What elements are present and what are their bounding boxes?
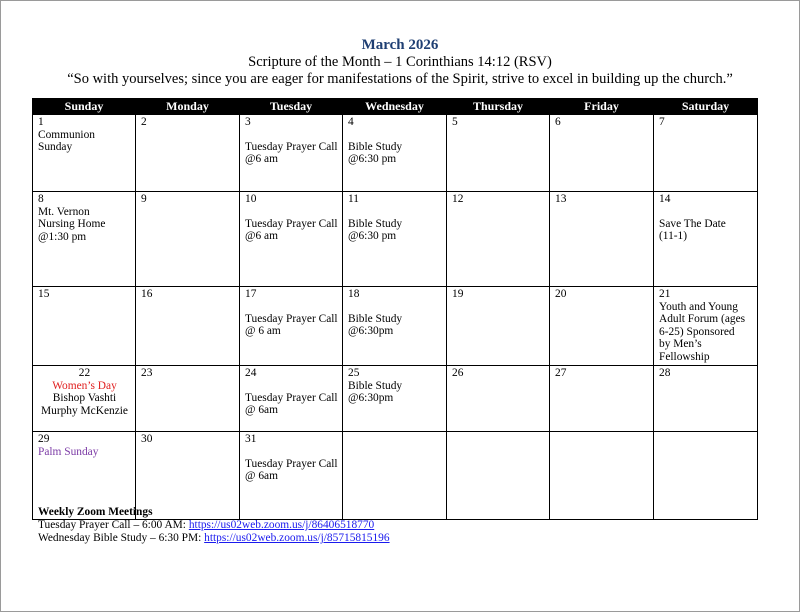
scripture-quote: “So with yourselves; since you are eager for manifestations of the Spirit, strive to excel in building up the church.”: [67, 71, 733, 87]
day-cell-6: [550, 115, 654, 192]
zoom-meetings-section: [38, 506, 390, 545]
day-cell-12: [447, 192, 550, 287]
spacer: [348, 301, 442, 313]
day-number: 22: [78, 367, 91, 379]
day-cell-13: [550, 192, 654, 287]
spacer: [245, 206, 338, 218]
weekday-header-row: [33, 99, 758, 115]
day-number: 19: [452, 288, 464, 300]
day-number: 1: [38, 116, 44, 128]
event-text: Bible Study: [348, 379, 403, 392]
event-text: Tuesday Prayer Call: [245, 312, 338, 325]
spacer: [348, 129, 442, 141]
event-text: Fellowship: [659, 350, 710, 363]
day-cell-15: [33, 287, 136, 366]
event-text: Bible Study: [348, 312, 403, 325]
day-cell-3: [240, 115, 343, 192]
day-cell-9: [136, 192, 240, 287]
week-row: [33, 115, 758, 192]
day-number: 30: [141, 433, 153, 445]
day-cell-26: [447, 366, 550, 432]
day-number: 10: [245, 193, 257, 205]
tuesday-zoom-label: Tuesday Prayer Call – 6:00 AM:: [38, 519, 189, 531]
day-number: 14: [659, 193, 671, 205]
event-text: 6-25) Sponsored: [659, 325, 735, 338]
event-text: Adult Forum (ages: [659, 313, 746, 325]
empty-day-cell: [447, 432, 550, 520]
event-text: Tuesday Prayer Call: [245, 457, 338, 470]
day-number: 13: [555, 193, 567, 205]
wednesday-zoom-line: [38, 532, 390, 545]
spacer: [348, 206, 442, 218]
event-text: Sunday: [38, 141, 73, 153]
event-text: Communion: [38, 128, 95, 141]
spacer: [245, 129, 338, 141]
zoom-meetings-title: Weekly Zoom Meetings: [38, 506, 153, 518]
day-cell-14: [654, 192, 758, 287]
day-number: 20: [555, 288, 567, 300]
event-text: Nursing Home: [38, 218, 106, 230]
event-text: @6:30pm: [348, 325, 394, 337]
day-number: 29: [38, 433, 50, 445]
event-text: Bible Study: [348, 140, 403, 153]
day-cell-16: [136, 287, 240, 366]
event-text: Youth and Young: [659, 300, 738, 313]
event-text: Murphy McKenzie: [41, 404, 128, 417]
weekday-sunday: Sunday: [33, 99, 136, 115]
event-text: @6:30 pm: [348, 230, 397, 242]
day-cell-23: [136, 366, 240, 432]
event-highlight-text: Women’s Day: [52, 379, 117, 392]
day-cell-7: [654, 115, 758, 192]
day-number: 5: [452, 116, 458, 128]
day-cell-21: [654, 287, 758, 366]
day-cell-2: [136, 115, 240, 192]
day-number: 4: [348, 116, 354, 128]
day-number: 25: [348, 367, 360, 379]
day-number: 15: [38, 288, 50, 300]
day-cell-1: [33, 115, 136, 192]
event-text: (11-1): [659, 230, 688, 242]
day-number: 31: [245, 433, 257, 445]
month-title: March 2026: [361, 37, 439, 53]
day-number: 9: [141, 193, 147, 205]
event-text: @ 6am: [245, 404, 278, 416]
empty-day-cell: [550, 432, 654, 520]
day-number: 23: [141, 367, 153, 379]
day-number: 12: [452, 193, 464, 205]
day-number: 8: [38, 193, 44, 205]
event-text: @6:30 pm: [348, 153, 397, 165]
day-cell-19: [447, 287, 550, 366]
wednesday-zoom-link[interactable]: https://us02web.zoom.us/j/85715815196: [204, 532, 390, 544]
calendar-body: [33, 115, 758, 520]
day-number: 24: [245, 367, 257, 379]
day-cell-27: [550, 366, 654, 432]
day-number: 3: [245, 116, 251, 128]
event-text: @1:30 pm: [38, 230, 87, 243]
day-cell-20: [550, 287, 654, 366]
day-number: 21: [659, 288, 671, 300]
spacer: [245, 301, 338, 313]
event-text: Mt. Vernon: [38, 205, 90, 218]
event-text: Tuesday Prayer Call: [245, 391, 338, 404]
day-number: 18: [348, 288, 360, 300]
day-cell-24: [240, 366, 343, 432]
event-text: Bible Study: [348, 217, 403, 230]
week-row: [33, 192, 758, 287]
day-cell-5: [447, 115, 550, 192]
event-text: @ 6 am: [245, 325, 281, 337]
day-cell-17: [240, 287, 343, 366]
spacer: [245, 446, 338, 458]
scripture-of-month: Scripture of the Month – 1 Corinthians 14:12 (RSV): [248, 54, 552, 70]
tuesday-zoom-line: [38, 519, 390, 532]
tuesday-zoom-link[interactable]: https://us02web.zoom.us/j/86406518770: [188, 519, 375, 531]
event-text: Bishop Vashti: [52, 392, 117, 404]
event-highlight-text: Palm Sunday: [38, 445, 99, 458]
day-number: 11: [348, 193, 359, 205]
event-text: Save The Date: [659, 217, 726, 230]
spacer: [245, 380, 338, 392]
calendar-grid: [32, 98, 758, 520]
weekday-monday: Monday: [136, 99, 240, 115]
day-number: 27: [555, 367, 567, 379]
weekday-wednesday: Wednesday: [343, 99, 447, 115]
weekday-saturday: Saturday: [654, 99, 758, 115]
day-number: 16: [141, 288, 153, 300]
day-number: 17: [245, 288, 257, 300]
day-cell-11: [343, 192, 447, 287]
event-text: @ 6am: [245, 470, 278, 482]
day-cell-10: [240, 192, 343, 287]
weekday-friday: Friday: [550, 99, 654, 115]
spacer: [659, 206, 753, 218]
day-cell-18: [343, 287, 447, 366]
weekday-tuesday: Tuesday: [240, 99, 343, 115]
event-text: @6 am: [245, 153, 278, 165]
week-row: [33, 287, 758, 366]
day-number: 7: [659, 116, 665, 128]
event-text: @6 am: [245, 230, 278, 242]
day-number: 28: [659, 367, 671, 379]
day-cell-22: [33, 366, 136, 432]
week-row: [33, 366, 758, 432]
wednesday-zoom-label: Wednesday Bible Study – 6:30 PM:: [38, 532, 205, 544]
day-cell-28: [654, 366, 758, 432]
event-text: Tuesday Prayer Call: [245, 217, 338, 230]
event-text: @6:30pm: [348, 392, 394, 404]
day-number: 6: [555, 116, 561, 128]
day-cell-4: [343, 115, 447, 192]
event-text: by Men’s: [659, 338, 702, 350]
day-number: 26: [452, 367, 464, 379]
day-cell-8: [33, 192, 136, 287]
empty-day-cell: [654, 432, 758, 520]
event-text: Tuesday Prayer Call: [245, 140, 338, 153]
day-cell-25: [343, 366, 447, 432]
day-number: 2: [141, 116, 147, 128]
weekday-thursday: Thursday: [447, 99, 550, 115]
